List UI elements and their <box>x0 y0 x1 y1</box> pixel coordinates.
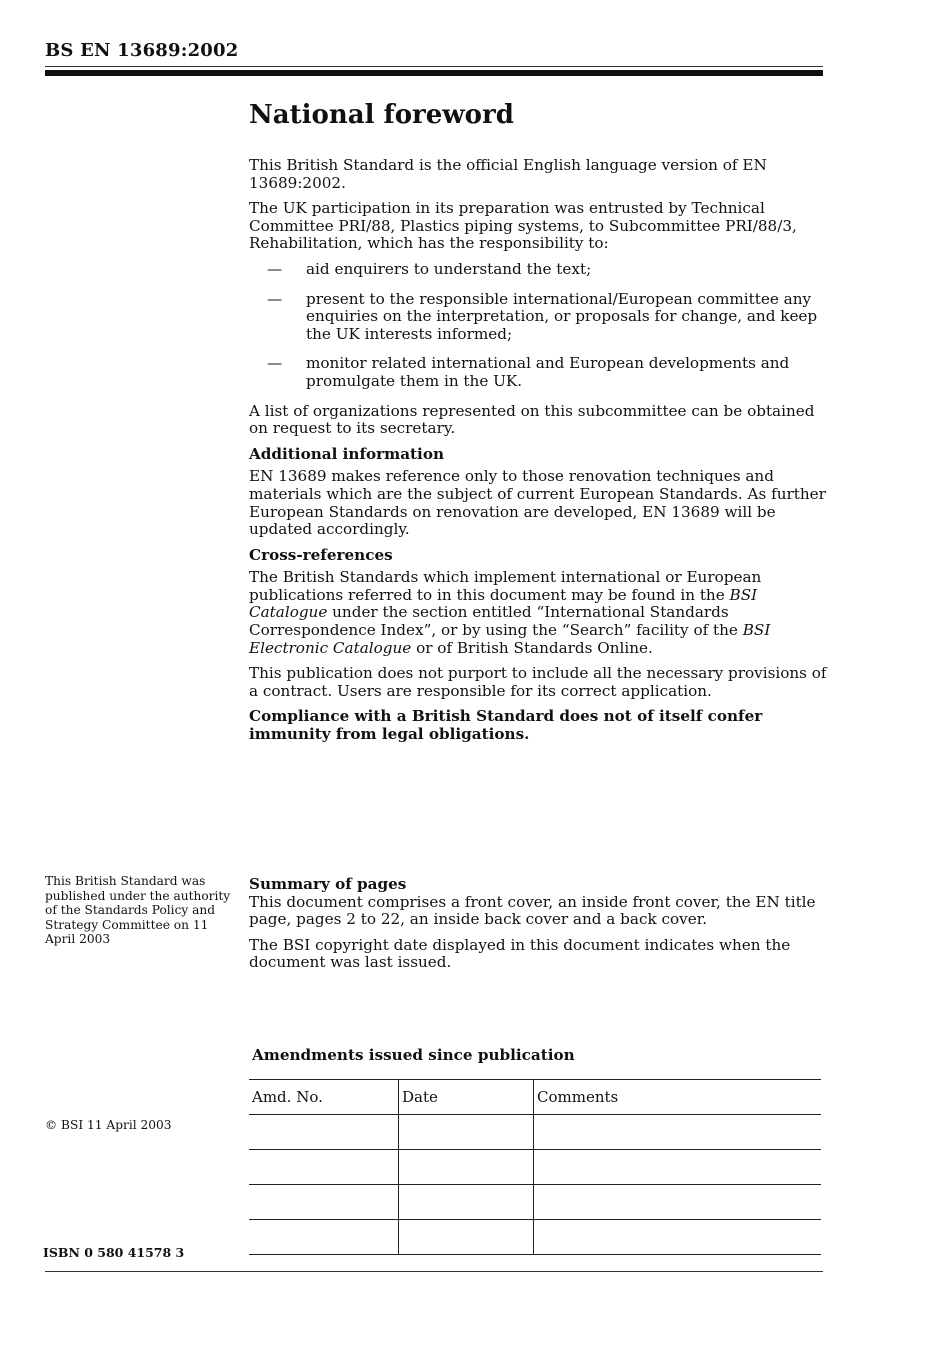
bsi-catalogue-title: BSI Catalogue <box>249 585 758 622</box>
additional-info-heading: Additional information <box>249 444 444 463</box>
additional-info-text: EN 13689 makes reference only to those renovation techniques and materials which are the subject of current European Standards. As further European Standards on renovation are developed, EN 13689 will be updated accordingly. <box>249 467 826 539</box>
summary-text: This document comprises a front cover, an inside front cover, the EN title page, pages 2 to 22, an inside back cover and a back cover. <box>249 892 816 929</box>
table-cell <box>399 1150 534 1185</box>
table-cell <box>534 1185 822 1220</box>
table-row <box>249 1150 821 1185</box>
summary-heading: Summary of pages <box>249 875 407 893</box>
cross-references-heading: Cross-references <box>249 545 393 564</box>
publication-authority-note: This British Standard was published under the authority of the Standards Policy and Strategy Committee on 11 April 2003 <box>45 874 231 947</box>
organizations-paragraph: A list of organizations represented on this subcommittee can be obtained on request to its secretary. <box>249 401 815 438</box>
table-cell <box>249 1150 399 1185</box>
column-header-comments: Comments <box>534 1080 822 1115</box>
page-title: National foreword <box>249 100 514 130</box>
list-item-text: monitor related international and European developments and promulgate them in the UK. <box>306 354 790 390</box>
dash-bullet: — <box>267 289 283 308</box>
copyright-date-note: The BSI copyright date displayed in this document indicates when the document was last issued. <box>249 935 791 972</box>
table-header-row <box>249 1080 821 1115</box>
compliance-statement: Compliance with a British Standard does not of itself confer immunity from legal obligations. <box>249 707 763 744</box>
cross-ref-text-c: or of British Standards Online. <box>411 638 653 657</box>
table-cell <box>399 1115 534 1150</box>
table-cell <box>249 1185 399 1220</box>
header-rule-thin <box>45 66 823 67</box>
copyright-notice: © BSI 11 April 2003 <box>45 1118 172 1132</box>
provisions-paragraph: This publication does not purport to include all the necessary provisions of a contract. Users are responsible for its correct application. <box>249 664 827 700</box>
table-cell <box>534 1220 822 1255</box>
dash-bullet: — <box>267 354 283 373</box>
list-item-text: aid enquirers to understand the text; <box>306 259 592 278</box>
cross-references-paragraph <box>249 569 829 657</box>
amendments-table <box>249 1079 821 1255</box>
footer-rule <box>45 1271 823 1272</box>
responsibility-list <box>249 261 829 391</box>
summary-of-pages <box>249 876 829 980</box>
dash-bullet: — <box>267 259 283 278</box>
intro-paragraph-1: This British Standard is the official English language version of EN 13689:2002. <box>249 156 767 192</box>
amendments-title: Amendments issued since publication <box>252 1046 575 1064</box>
foreword-body <box>249 157 829 752</box>
table-row <box>249 1185 821 1220</box>
cross-ref-text-b: under the section entitled “International Standards Correspondence Index”, or by using the “Search” facility of the <box>249 603 743 640</box>
list-item-text: present to the responsible international/European committee any enquiries on the interpretation, or proposals for change, and keep the UK interests informed; <box>306 289 818 343</box>
intro-paragraph-2: The UK participation in its preparation was entrusted by Technical Committee PRI/88, Plastics piping systems, to Subcommittee PRI/88/3, Rehabilitation, which has the responsibility to: <box>249 199 797 253</box>
table-row <box>249 1220 821 1255</box>
table-cell <box>534 1115 822 1150</box>
isbn: ISBN 0 580 41578 3 <box>43 1245 185 1260</box>
list-item <box>249 355 829 390</box>
cross-ref-text-a: The British Standards which implement international or European publications referred to in this document may be found in the <box>249 568 762 604</box>
table-cell <box>399 1220 534 1255</box>
table-cell <box>534 1150 822 1185</box>
column-header-amd-no: Amd. No. <box>249 1080 399 1115</box>
header-rule-thick <box>45 70 823 76</box>
table-cell <box>399 1185 534 1220</box>
table-row <box>249 1115 821 1150</box>
column-header-date: Date <box>399 1080 534 1115</box>
table-cell <box>249 1220 399 1255</box>
bsi-electronic-catalogue-title: BSI Electronic Catalogue <box>249 621 771 657</box>
table-cell <box>249 1115 399 1150</box>
list-item <box>249 261 829 279</box>
document-id: BS EN 13689:2002 <box>45 40 239 61</box>
list-item <box>249 291 829 344</box>
